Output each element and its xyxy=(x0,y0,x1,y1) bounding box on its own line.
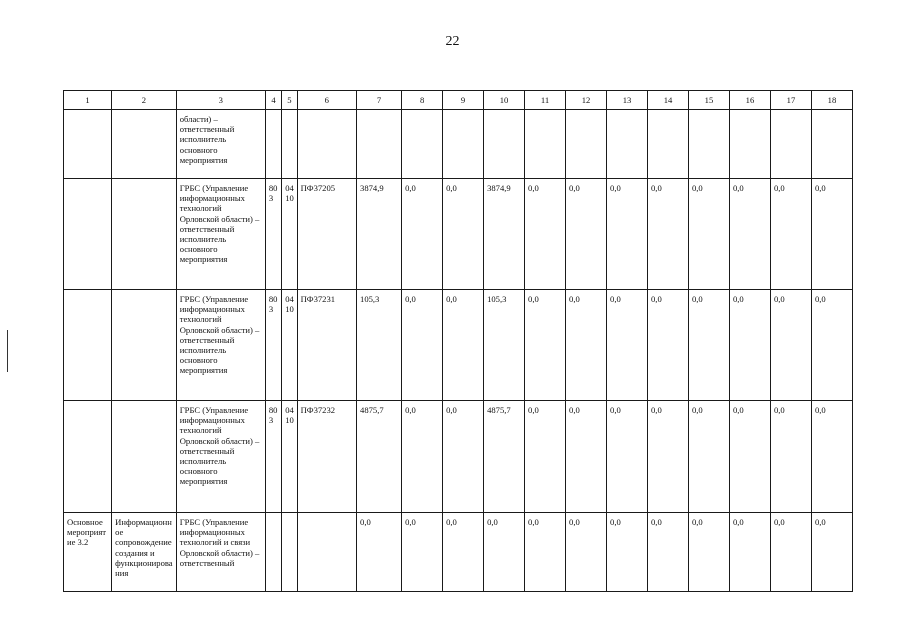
table-cell: 0,0 xyxy=(525,513,566,592)
table-cell: 04 10 xyxy=(282,290,297,401)
table-cell: 0,0 xyxy=(566,513,607,592)
table-cell: 0,0 xyxy=(688,401,729,513)
table-cell xyxy=(112,110,177,179)
table-cell xyxy=(297,513,356,592)
table-row xyxy=(64,401,853,513)
scan-edge-mark xyxy=(7,330,8,372)
table-cell xyxy=(112,290,177,401)
table-cell: 0,0 xyxy=(566,401,607,513)
table-cell xyxy=(566,110,607,179)
table-cell xyxy=(64,110,112,179)
table-cell: 0,0 xyxy=(443,290,484,401)
table-cell: 0,0 xyxy=(402,513,443,592)
table-cell: 0,0 xyxy=(607,179,648,290)
table-cell: 0,0 xyxy=(811,513,852,592)
table-cell xyxy=(64,179,112,290)
column-header: 18 xyxy=(811,91,852,110)
column-header: 12 xyxy=(566,91,607,110)
table-cell: 0,0 xyxy=(648,290,689,401)
table-cell xyxy=(525,110,566,179)
table-cell: ГРБС (Управление информационных технологий Орловской области) – ответственный исполнитель основного мероприятия xyxy=(176,401,265,513)
table-cell: ПФ37232 xyxy=(297,401,356,513)
table-cell xyxy=(112,401,177,513)
table-cell: 105,3 xyxy=(357,290,402,401)
table-cell: 0,0 xyxy=(443,179,484,290)
header-row xyxy=(64,91,853,110)
table-cell: 0,0 xyxy=(770,290,811,401)
table-cell: ГРБС (Управление информационных технологий Орловской области) – ответственный исполнитель основного мероприятия xyxy=(176,179,265,290)
table-cell: 0,0 xyxy=(357,513,402,592)
table-cell: 0,0 xyxy=(402,401,443,513)
table-cell: 0,0 xyxy=(648,401,689,513)
table-cell: 0,0 xyxy=(607,513,648,592)
table-cell: 0,0 xyxy=(607,290,648,401)
column-header: 10 xyxy=(484,91,525,110)
table-cell: 0,0 xyxy=(729,290,770,401)
table-cell: 0,0 xyxy=(811,290,852,401)
column-header: 1 xyxy=(64,91,112,110)
table-cell: 3874,9 xyxy=(357,179,402,290)
budget-table xyxy=(63,90,853,592)
table-cell: 0,0 xyxy=(770,179,811,290)
column-header: 6 xyxy=(297,91,356,110)
table-cell: 803 xyxy=(265,290,281,401)
column-header: 3 xyxy=(176,91,265,110)
table-cell: ГРБС (Управление информационных технологий Орловской области) – ответственный исполнитель основного мероприятия xyxy=(176,290,265,401)
table-row xyxy=(64,513,853,592)
column-header: 14 xyxy=(648,91,689,110)
table-cell: 803 xyxy=(265,401,281,513)
table-cell xyxy=(729,110,770,179)
table-cell: 0,0 xyxy=(566,179,607,290)
column-header: 9 xyxy=(443,91,484,110)
table-cell xyxy=(112,179,177,290)
table-cell: 0,0 xyxy=(607,401,648,513)
column-header: 8 xyxy=(402,91,443,110)
table-cell xyxy=(607,110,648,179)
table-cell xyxy=(484,110,525,179)
table-cell: 0,0 xyxy=(566,290,607,401)
table-cell xyxy=(402,110,443,179)
table-cell xyxy=(357,110,402,179)
table-cell: 0,0 xyxy=(525,290,566,401)
table-cell: 0,0 xyxy=(688,290,729,401)
table-cell: ПФ37205 xyxy=(297,179,356,290)
table-row xyxy=(64,110,853,179)
table-row xyxy=(64,179,853,290)
table-cell: 0,0 xyxy=(484,513,525,592)
table-cell: 4875,7 xyxy=(484,401,525,513)
column-header: 2 xyxy=(112,91,177,110)
table-cell: Информационное сопровождение создания и функционирования xyxy=(112,513,177,592)
table-cell xyxy=(648,110,689,179)
table-row xyxy=(64,290,853,401)
table-cell: 0,0 xyxy=(525,401,566,513)
table-cell: 04 10 xyxy=(282,179,297,290)
column-header: 17 xyxy=(770,91,811,110)
table-cell: 0,0 xyxy=(525,179,566,290)
table-cell: 04 10 xyxy=(282,401,297,513)
table-cell: 105,3 xyxy=(484,290,525,401)
table-cell: 0,0 xyxy=(729,513,770,592)
table-cell: 0,0 xyxy=(729,179,770,290)
table-cell: 0,0 xyxy=(402,290,443,401)
table-cell xyxy=(443,110,484,179)
column-header: 15 xyxy=(688,91,729,110)
table-cell xyxy=(688,110,729,179)
table-cell xyxy=(265,110,281,179)
column-header: 5 xyxy=(282,91,297,110)
table-cell: 0,0 xyxy=(648,513,689,592)
table-cell xyxy=(64,401,112,513)
table-cell: 4875,7 xyxy=(357,401,402,513)
table-cell: 0,0 xyxy=(688,513,729,592)
table-cell: ПФ37231 xyxy=(297,290,356,401)
table-cell: 0,0 xyxy=(688,179,729,290)
table-cell: 0,0 xyxy=(770,401,811,513)
table-cell xyxy=(282,513,297,592)
column-header: 11 xyxy=(525,91,566,110)
table-cell: 0,0 xyxy=(402,179,443,290)
table-cell: 0,0 xyxy=(811,401,852,513)
table-cell: ГРБС (Управление информационных технологий и связи Орловской области) – ответственный xyxy=(176,513,265,592)
table-cell: 803 xyxy=(265,179,281,290)
table-cell: области) – ответственный исполнитель основного мероприятия xyxy=(176,110,265,179)
table-cell: 0,0 xyxy=(811,179,852,290)
column-header: 16 xyxy=(729,91,770,110)
table-cell xyxy=(282,110,297,179)
table-cell: 3874,9 xyxy=(484,179,525,290)
table-cell xyxy=(64,290,112,401)
page-number: 22 xyxy=(445,34,460,49)
table-cell xyxy=(770,110,811,179)
column-header: 13 xyxy=(607,91,648,110)
column-header: 4 xyxy=(265,91,281,110)
table-cell: 0,0 xyxy=(770,513,811,592)
table-cell: 0,0 xyxy=(729,401,770,513)
table-cell xyxy=(297,110,356,179)
table-cell: 0,0 xyxy=(443,401,484,513)
table-cell: 0,0 xyxy=(443,513,484,592)
column-header: 7 xyxy=(357,91,402,110)
table-cell: 0,0 xyxy=(648,179,689,290)
table-cell xyxy=(265,513,281,592)
table-cell xyxy=(811,110,852,179)
table-cell: Основное мероприятие 3.2 xyxy=(64,513,112,592)
